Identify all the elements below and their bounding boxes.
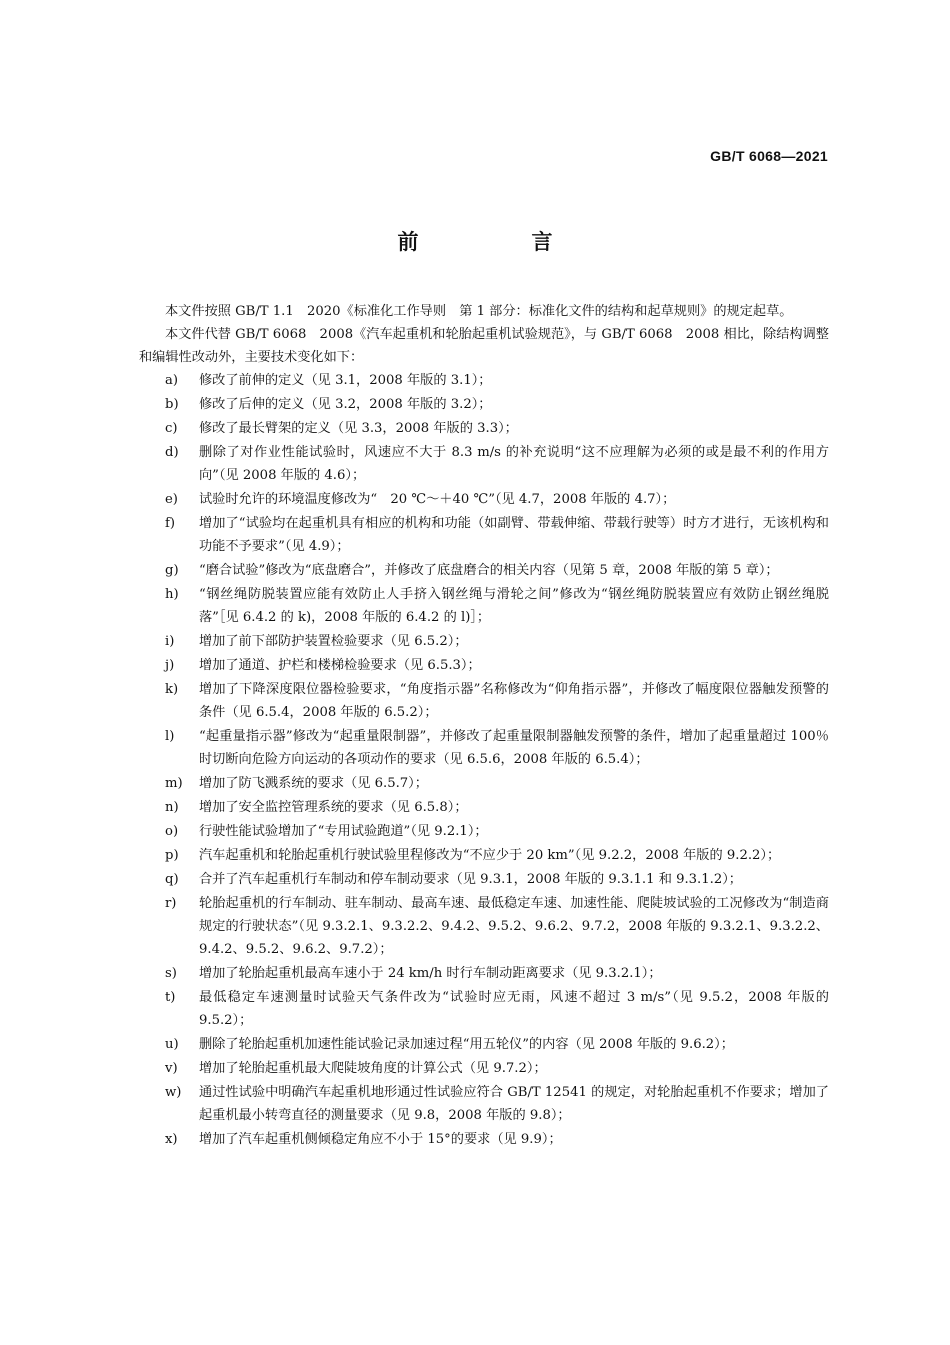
list-item-label: k) — [165, 682, 179, 697]
list-item-text: 删除了轮胎起重机加速性能试验记录加速过程“用五轮仪”的内容（见 2008 年版的 9.6.2）； — [199, 1037, 734, 1052]
list-item — [139, 1081, 829, 1127]
list-item-label: x) — [165, 1132, 178, 1147]
list-item-label: a) — [165, 373, 179, 388]
list-item — [139, 583, 829, 629]
list-item-label: c) — [165, 421, 178, 436]
list-item — [139, 417, 829, 440]
list-item-text: 汽车起重机和轮胎起重机行驶试验里程修改为“不应少于 20 km”（见 9.2.2，2008 年版的 9.2.2）； — [199, 848, 781, 863]
list-item — [139, 868, 829, 891]
list-item-text: 修改了前伸的定义（见 3.1，2008 年版的 3.1）； — [199, 373, 492, 388]
list-item-text: “磨合试验”修改为“底盘磨合”，并修改了底盘磨合的相关内容（见第 5 章，2008 年版的第 5 章）； — [199, 563, 779, 578]
list-item-text: 合并了汽车起重机行车制动和停车制动要求（见 9.3.1，2008 年版的 9.3.1.1 和 9.3.1.2）； — [199, 872, 742, 887]
list-item-label: d) — [165, 445, 179, 460]
list-item-text: 通过性试验中明确汽车起重机地形通过性试验应符合 GB/T 12541 的规定，对轮胎起重机不作要求；增加了起重机最小转弯直径的测量要求（见 9.8，2008 年版的 9.8）； — [199, 1085, 829, 1123]
list-item-label: h) — [165, 587, 179, 602]
list-item-label: o) — [165, 824, 179, 839]
list-item — [139, 1128, 829, 1151]
list-item-text: 试验时允许的环境温度修改为“ 20 ℃～＋40 ℃”（见 4.7，2008 年版的 4.7）； — [199, 492, 676, 507]
list-item-text: 增加了汽车起重机侧倾稳定角应不小于 15°的要求（见 9.9）； — [199, 1132, 562, 1147]
list-item-text: 最低稳定车速测量时试验天气条件改为“试验时应无雨，风速不超过 3 m/s”（见 9.5.2，2008 年版的 9.5.2）； — [199, 990, 829, 1028]
list-item — [139, 820, 829, 843]
list-item-label: i) — [165, 634, 175, 649]
list-item-text: 增加了防飞溅系统的要求（见 6.5.7）； — [199, 776, 428, 791]
list-item-text: “起重量指示器”修改为“起重量限制器”，并修改了起重量限制器触发预警的条件，增加了起重量超过 100％时切断向危险方向运动的各项动作的要求（见 6.5.6，2008 年版的 6.5.4）； — [199, 729, 829, 767]
list-item-label: f) — [165, 516, 176, 531]
list-item-label: t) — [165, 990, 176, 1005]
intro-paragraph: 本文件代替 GB/T 6068 2008《汽车起重机和轮胎起重机试验规范》，与 GB/T 6068 2008 相比，除结构调整和编辑性改动外，主要技术变化如下： — [139, 327, 829, 365]
list-item-label: n) — [165, 800, 179, 815]
list-item-label: v) — [165, 1061, 178, 1076]
list-item-text: 增加了安全监控管理系统的要求（见 6.5.8）； — [199, 800, 468, 815]
list-item — [139, 512, 829, 558]
list-item-text: 增加了通道、护栏和楼梯检验要求（见 6.5.3）； — [199, 658, 481, 673]
list-item — [139, 369, 829, 392]
list-item-text: 增加了轮胎起重机最大爬陡坡角度的计算公式（见 9.7.2）； — [199, 1061, 547, 1076]
list-item — [139, 678, 829, 724]
list-item-text: 修改了最长臂架的定义（见 3.3，2008 年版的 3.3）； — [199, 421, 518, 436]
list-item-text: 增加了“试验均在起重机具有相应的机构和功能（如副臂、带载伸缩、带载行驶等）时方才进行，无该机构和功能不予要求”（见 4.9）； — [199, 516, 829, 554]
list-item-label: m) — [165, 776, 183, 791]
list-item — [139, 393, 829, 416]
list-item-text: 增加了轮胎起重机最高车速小于 24 km/h 时行车制动距离要求（见 9.3.2.1）； — [199, 966, 662, 981]
list-item-label: l) — [165, 729, 175, 744]
list-item-label: g) — [165, 563, 179, 578]
list-item — [139, 559, 829, 582]
list-item — [139, 772, 829, 795]
list-item-text: 轮胎起重机的行车制动、驻车制动、最高车速、最低稳定车速、加速性能、爬陡坡试验的工况修改为“制造商规定的行驶状态”（见 9.3.2.1、9.3.2.2、9.4.2、9.5.2、9.6.2、9.7.2，2008 年版的 9.3.2.1、9.3.2.2、9.4.2、9.5.2、9.6.2、9.7.2）； — [199, 896, 829, 957]
list-item-label: r) — [165, 896, 177, 911]
list-item-label: p) — [165, 848, 179, 863]
list-item-text: 增加了下降深度限位器检验要求，“角度指示器”名称修改为“仰角指示器”，并修改了幅度限位器触发预警的条件（见 6.5.4，2008 年版的 6.5.2）； — [199, 682, 829, 720]
list-item — [139, 441, 829, 487]
standard-code: GB/T 6068—2021 — [710, 148, 828, 164]
list-item — [139, 1033, 829, 1056]
list-item-text: 增加了前下部防护装置检验要求（见 6.5.2）； — [199, 634, 468, 649]
page-title: 前 言 — [397, 230, 599, 254]
list-item-text: 删除了对作业性能试验时，风速应不大于 8.3 m/s 的补充说明“这不应理解为必须的或是最不利的作用方向”（见 2008 年版的 4.6）； — [199, 445, 829, 483]
list-item-text: “钢丝绳防脱装置应能有效防止人手挤入钢丝绳与滑轮之间”修改为“钢丝绳防脱装置应有效防止钢丝绳脱落”［见 6.4.2 的 k)，2008 年版的 6.4.2 的 l)］； — [199, 587, 829, 625]
list-item — [139, 986, 829, 1032]
list-item — [139, 796, 829, 819]
list-item-label: w) — [165, 1085, 182, 1100]
list-item-text: 行驶性能试验增加了“专用试验跑道”（见 9.2.1）； — [199, 824, 488, 839]
list-item-label: j) — [165, 658, 175, 673]
intro-paragraph: 本文件按照 GB/T 1.1 2020《标准化工作导则 第 1 部分：标准化文件的结构和起草规则》的规定起草。 — [165, 304, 793, 319]
list-item-label: s) — [165, 966, 177, 981]
list-item-label: q) — [165, 872, 179, 887]
foreword-body — [139, 300, 829, 1152]
list-item-text: 修改了后伸的定义（见 3.2，2008 年版的 3.2）； — [199, 397, 492, 412]
list-item-label: b) — [165, 397, 179, 412]
list-item — [139, 488, 829, 511]
list-item-label: u) — [165, 1037, 179, 1052]
list-item — [139, 725, 829, 771]
list-item — [139, 630, 829, 653]
list-item — [139, 962, 829, 985]
list-item — [139, 892, 829, 961]
change-list — [139, 369, 829, 1151]
list-item — [139, 1057, 829, 1080]
list-item-label: e) — [165, 492, 178, 507]
list-item — [139, 844, 829, 867]
list-item — [139, 654, 829, 677]
